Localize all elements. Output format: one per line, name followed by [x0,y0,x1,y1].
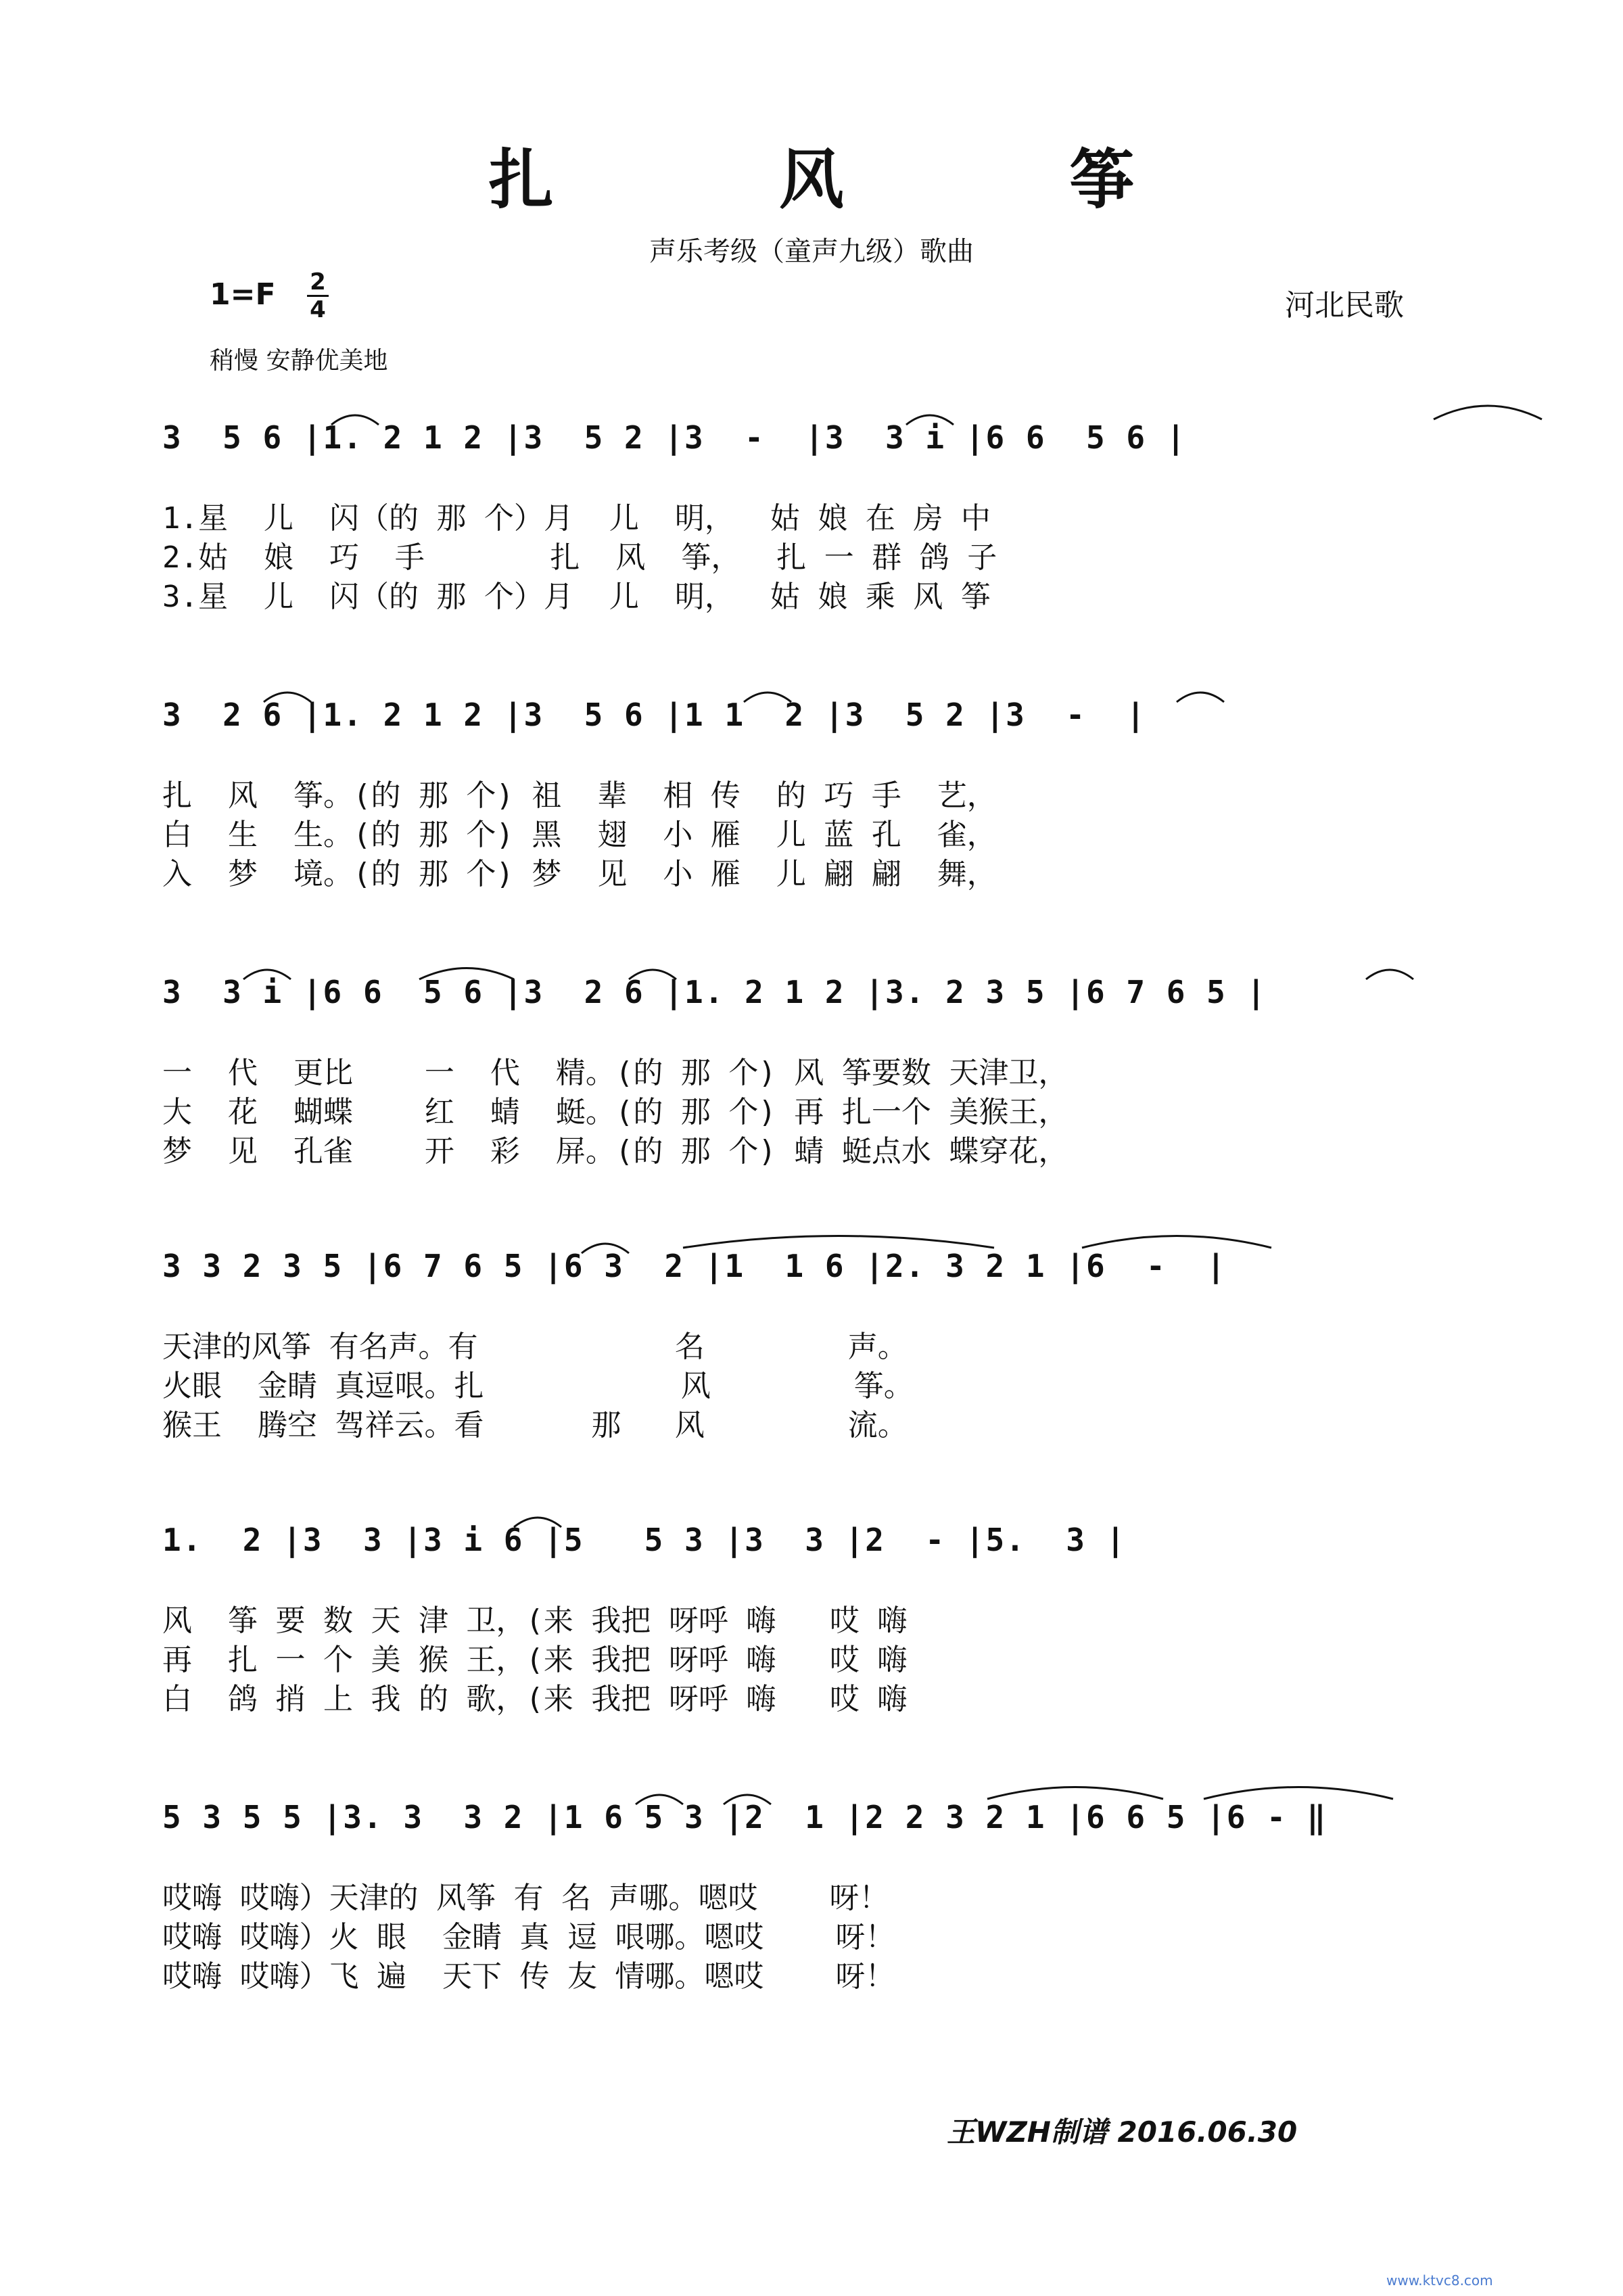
notation-text: 3 5 6 |1. 2 1 2 |3 5 2 |3 - |3 3 i |6 6 5 6 | [162,419,1187,456]
notation-text: 5 3 5 5 |3. 3 3 2 |1 6 5 3 |2 1 |2 2 3 2 1 |6 6 5 |6 - ‖ [162,1799,1327,1835]
score-system-2 [162,676,1474,889]
lyric-verse-1: 一 代 更比 一 代 精。(的 那 个) 风 筝要数 天津卫， [162,1056,1068,1090]
meter-top: 2 [310,268,326,296]
notation-row [162,1227,1474,1322]
key-signature: 1=F [210,277,276,312]
notation-row [162,399,1474,494]
notation-text: 3 2 6 |1. 2 1 2 |3 5 6 |1 1 2 |3 5 2 |3 - | [162,697,1147,733]
score-system-5 [162,1501,1474,1714]
meter-bottom: 4 [310,296,326,323]
lyric-verse-1: 天津的风筝 有名声。有 名 声。 [162,1330,908,1364]
song-origin: 河北民歌 [1285,288,1404,323]
lyric-verse-3: 哎嗨 哎嗨）飞 遍 天下 传 友 情哪。嗯哎 呀！ [162,1959,895,1994]
lyric-verse-1: 风 筝 要 数 天 津 卫，(来 我把 呀呼 嗨 哎 嗨 [162,1603,908,1638]
score-system-3 [162,954,1474,1169]
notation-text: 3 3 i |6 6 5 6 |3 2 6 |1. 2 1 2 |3. 2 3 5 |6 7 6 5 | [162,974,1267,1010]
site-watermark: www.ktvc8.com [1386,2272,1493,2289]
tempo-marking: 稍慢 安静优美地 [210,347,388,375]
notation-text: 1. 2 |3 3 |3 i 6 |5 5 3 |3 3 |2 - |5. 3 | [162,1522,1127,1558]
lyric-verse-3: 白 鸽 捎 上 我 的 歌，(来 我把 呀呼 嗨 哎 嗨 [162,1682,908,1716]
lyric-verse-3: 梦 见 孔雀 开 彩 屏。(的 那 个) 蜻 蜓点水 蝶穿花， [162,1134,1068,1169]
lyric-verse-1: 扎 风 筝。(的 那 个) 祖 辈 相 传 的 巧 手 艺， [162,778,997,813]
song-subtitle: 声乐考级（童声九级）歌曲 [649,236,974,267]
notation-row [162,1779,1474,1873]
score-system-4 [162,1227,1474,1443]
score-system-1 [162,399,1474,614]
lyric-verse-3: 入 梦 境。(的 那 个) 梦 见 小 雁 儿 翩 翩 舞， [162,857,997,891]
lyric-verse-3: 猴王 腾空 驾祥云。看 那 风 流。 [162,1408,908,1443]
lyric-verse-2: 再 扎 一 个 美 猴 王，(来 我把 呀呼 嗨 哎 嗨 [162,1643,908,1677]
lyric-verse-2: 哎嗨 哎嗨）火 眼 金睛 真 逗 哏哪。嗯哎 呀！ [162,1920,895,1954]
time-signature [304,268,331,323]
notation-row [162,676,1474,771]
lyric-verse-1: 1.星 儿 闪（的 那 个）月 儿 明， 姑 娘 在 房 中 [162,501,991,536]
lyric-verse-1: 哎嗨 哎嗨）天津的 风筝 有 名 声哪。嗯哎 呀！ [162,1881,889,1915]
transcriber-credit: 王WZH制谱 2016.06.30 [947,2115,1298,2149]
score-system-6 [162,1779,1474,1994]
song-title: 扎 风 筝 [488,141,1236,218]
notation-row [162,1501,1474,1596]
lyric-verse-2: 白 生 生。(的 那 个) 黑 翅 小 雁 儿 蓝 孔 雀， [162,818,997,852]
notation-row [162,954,1474,1048]
lyric-verse-2: 2.姑 娘 巧 手 扎 风 筝， 扎 一 群 鸽 子 [162,540,997,575]
lyric-verse-3: 3.星 儿 闪（的 那 个）月 儿 明， 姑 娘 乘 风 筝 [162,580,991,614]
lyric-verse-2: 火眼 金睛 真逗哏。扎 风 筝。 [162,1369,914,1403]
notation-text: 3 3 2 3 5 |6 7 6 5 |6 3 2 |1 1 6 |2. 3 2 1 |6 - | [162,1248,1227,1284]
lyric-verse-2: 大 花 蝴蝶 红 蜻 蜓。(的 那 个) 再 扎一个 美猴王， [162,1095,1068,1129]
